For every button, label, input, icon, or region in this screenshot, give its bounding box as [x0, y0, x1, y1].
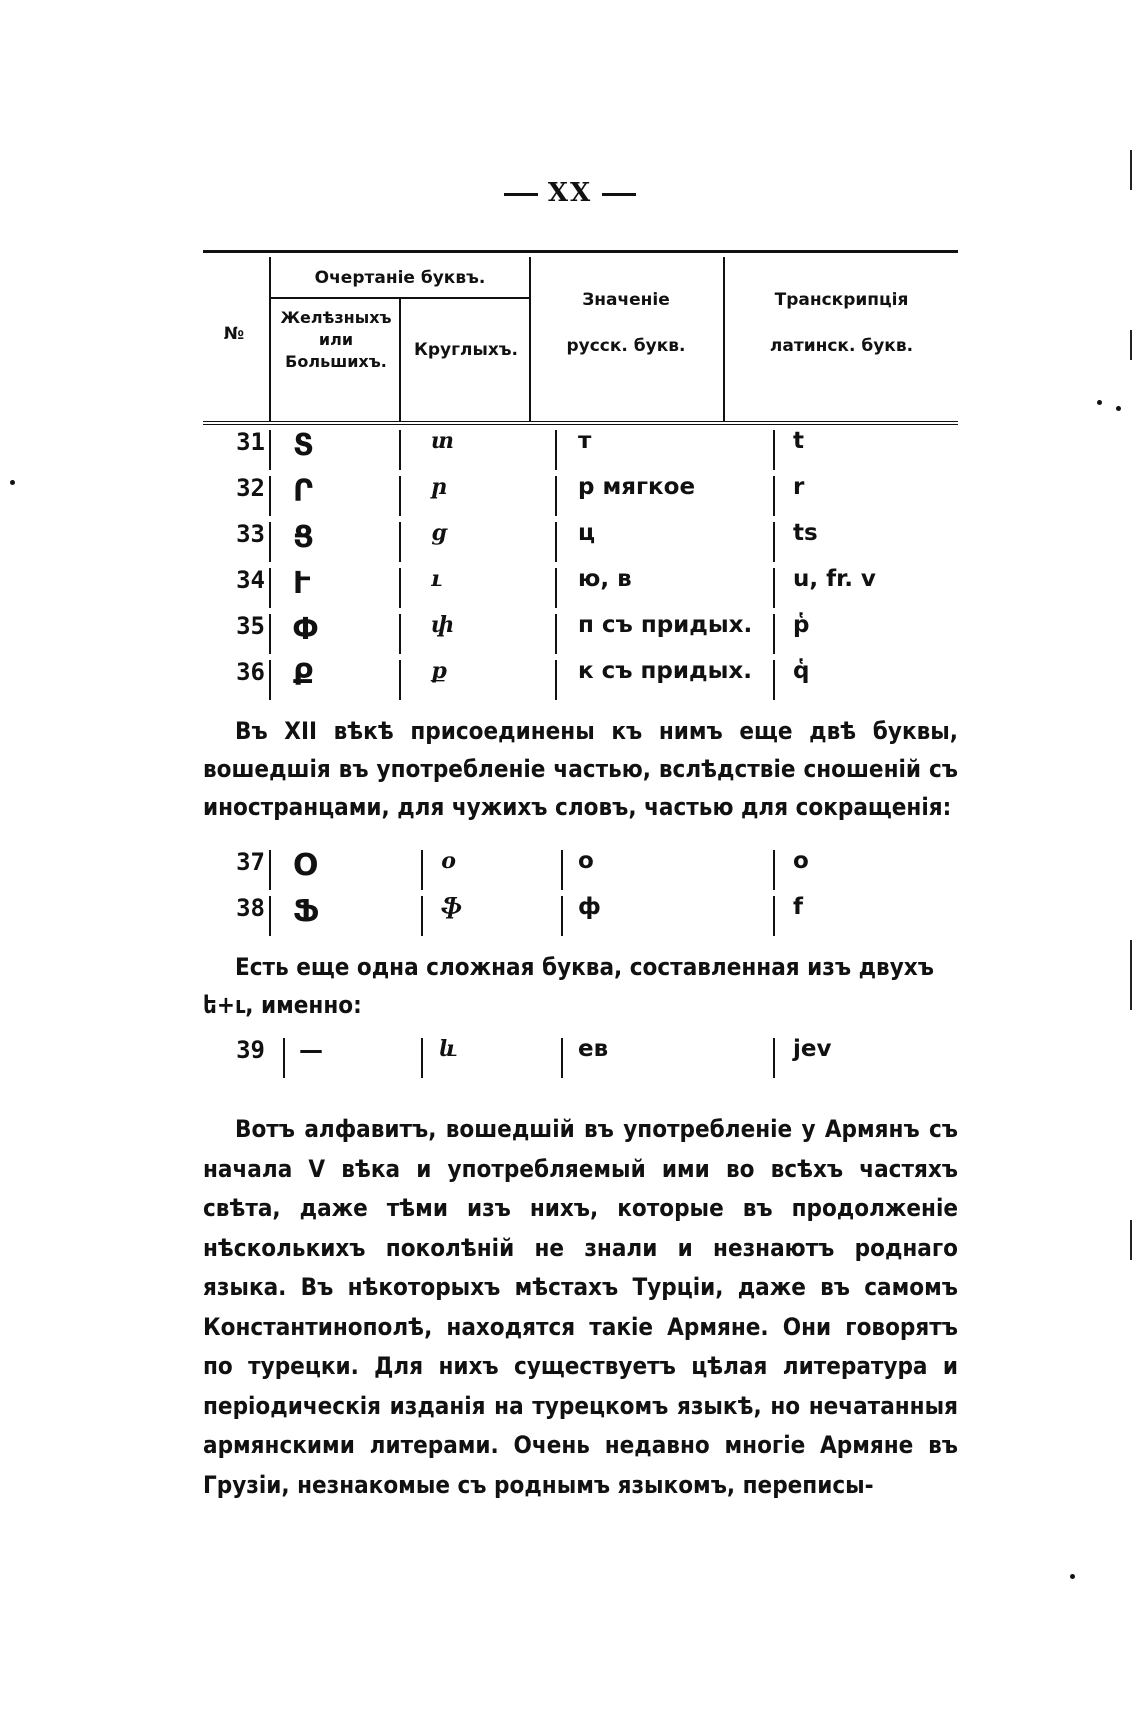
- divider: [283, 1038, 285, 1078]
- latin-value: u, fr. v: [793, 566, 876, 592]
- row-number: 38: [236, 894, 265, 922]
- russian-value: ф: [578, 894, 601, 920]
- divider: [269, 430, 271, 470]
- letter-round: ֆ: [441, 894, 463, 920]
- divider: [269, 476, 271, 516]
- letter-iron: Ր: [293, 474, 313, 509]
- latin-value: jev: [793, 1036, 832, 1062]
- paragraph-2-line-2: ե+ւ, именно:: [203, 991, 362, 1019]
- divider: [555, 614, 557, 654]
- divider: [555, 476, 557, 516]
- letter-round: ց: [431, 520, 447, 546]
- divider: [773, 896, 775, 936]
- header-shape: Очертаніе буквъ.: [314, 268, 486, 288]
- russian-value: о: [578, 848, 594, 874]
- row-number: 37: [236, 848, 265, 876]
- divider: [269, 522, 271, 562]
- divider: [399, 614, 401, 654]
- divider: [773, 476, 775, 516]
- divider: [773, 568, 775, 608]
- header-meaning-2: русск. букв.: [566, 336, 686, 356]
- divider: [773, 1038, 775, 1078]
- russian-value: р мягкое: [578, 474, 696, 500]
- paragraph-1-text: Въ XII вѣкѣ присоединены къ нимъ еще двѣ буквы, вошедшія въ употребленіе частью, вслѣдствіе сношеній съ иностранцами, для чужихъ словъ, частью для сокращенія:: [203, 717, 958, 821]
- scan-speck: [1097, 400, 1102, 405]
- row-number: 32: [236, 474, 265, 502]
- page-edge-mark: [1130, 1220, 1132, 1260]
- russian-value: п съ придых.: [578, 612, 753, 638]
- letter-round: և: [439, 1036, 458, 1062]
- divider: [421, 850, 423, 890]
- letter-round: ք: [431, 658, 448, 684]
- divider: [269, 568, 271, 608]
- table-row: [203, 1036, 958, 1081]
- table-row: [203, 658, 958, 703]
- row-number: 36: [236, 658, 265, 686]
- letter-round: տ: [431, 428, 454, 454]
- row-number: 35: [236, 612, 265, 640]
- paragraph-2: [203, 948, 958, 1024]
- divider: [399, 430, 401, 470]
- russian-value: т: [578, 428, 592, 454]
- letter-iron: Փ: [293, 612, 318, 647]
- divider: [561, 850, 563, 890]
- dash-right: [602, 193, 636, 196]
- latin-value: f: [793, 894, 804, 920]
- letter-round: ր: [431, 474, 447, 500]
- page-number: [0, 178, 1140, 208]
- divider: [555, 660, 557, 700]
- table-row: [203, 520, 958, 565]
- table-row: [203, 848, 958, 893]
- letter-iron: Ւ: [293, 566, 311, 601]
- divider: [269, 896, 271, 936]
- divider: [269, 850, 271, 890]
- divider: [773, 430, 775, 470]
- divider: [269, 660, 271, 700]
- letter-iron: —: [299, 1036, 323, 1064]
- letter-iron: Ֆ: [293, 894, 319, 929]
- paragraph-2-line-1: Есть еще одна сложная буква, составленная изъ двухъ: [235, 953, 934, 981]
- divider: [399, 476, 401, 516]
- russian-value: к съ придых.: [578, 658, 752, 684]
- page-number-text: XX: [547, 178, 593, 208]
- latin-value: o: [793, 848, 809, 874]
- page-edge-mark: [1130, 330, 1132, 360]
- paragraph-3: [203, 1110, 958, 1505]
- letter-iron: Ց: [293, 520, 314, 555]
- header-trans-1: Транскрипція: [774, 290, 909, 310]
- letter-iron: Օ: [293, 848, 316, 883]
- page-edge-mark: [1130, 940, 1132, 1010]
- header-iron: Желѣзныхъ или Большихъ.: [280, 308, 392, 371]
- scan-speck: [1116, 406, 1121, 411]
- letter-round: փ: [431, 612, 454, 638]
- letter-round: օ: [441, 848, 457, 874]
- header-trans-2: латинск. букв.: [769, 336, 914, 356]
- divider: [773, 660, 775, 700]
- scan-speck: [1070, 1574, 1075, 1579]
- divider: [399, 660, 401, 700]
- divider: [421, 896, 423, 936]
- letter-round: ւ: [431, 566, 442, 592]
- scan-speck: [10, 480, 15, 485]
- table-row: [203, 474, 958, 519]
- divider: [773, 850, 775, 890]
- divider: [773, 522, 775, 562]
- header-number: №: [223, 324, 245, 344]
- paragraph-3-text: Вотъ алфавитъ, вошедшій въ употребленіе у Армянъ съ начала V вѣка и употребляемый ими во всѣхъ частяхъ свѣта, даже тѣми изъ нихъ, которые въ продолженіе нѣсколькихъ поколѣній не знали и незнаютъ роднаго языка. Въ нѣкоторыхъ мѣстахъ Турціи, даже въ самомъ Константинополѣ, находятся такіе Армяне. Они говорятъ по турецки. Для нихъ существуетъ цѣлая литература и періодическія изданія на турецкомъ языкѣ, но нечатанныя армянскими литерами. Очень недавно многіе Армяне въ Грузіи, незнакомые съ роднымъ языкомъ, переписы-: [203, 1115, 958, 1499]
- latin-value: ts: [793, 520, 818, 546]
- russian-value: ц: [578, 520, 596, 546]
- table-row: [203, 566, 958, 611]
- latin-value: q̔: [793, 658, 810, 684]
- divider: [399, 522, 401, 562]
- header-round: Круглыхъ.: [413, 340, 519, 360]
- header-meaning-1: Значеніе: [582, 290, 670, 310]
- latin-value: t: [793, 428, 804, 454]
- russian-value: ю, в: [578, 566, 632, 592]
- dash-left: [504, 193, 538, 196]
- row-number: 39: [236, 1036, 265, 1064]
- letter-iron: Ք: [293, 658, 314, 693]
- page-edge-mark: [1130, 150, 1132, 190]
- paragraph-1: [203, 712, 958, 826]
- russian-value: ев: [578, 1036, 609, 1062]
- divider: [555, 522, 557, 562]
- table-header: [203, 250, 958, 425]
- table-row: [203, 428, 958, 473]
- table-row: [203, 612, 958, 657]
- latin-value: p̔: [793, 612, 810, 638]
- table-row: [203, 894, 958, 939]
- divider: [555, 430, 557, 470]
- row-number: 34: [236, 566, 265, 594]
- divider: [561, 896, 563, 936]
- divider: [773, 614, 775, 654]
- letter-iron: Տ: [293, 428, 314, 463]
- row-number: 31: [236, 428, 265, 456]
- divider: [555, 568, 557, 608]
- divider: [269, 614, 271, 654]
- divider: [561, 1038, 563, 1078]
- row-number: 33: [236, 520, 265, 548]
- divider: [399, 568, 401, 608]
- latin-value: r: [793, 474, 805, 500]
- divider: [421, 1038, 423, 1078]
